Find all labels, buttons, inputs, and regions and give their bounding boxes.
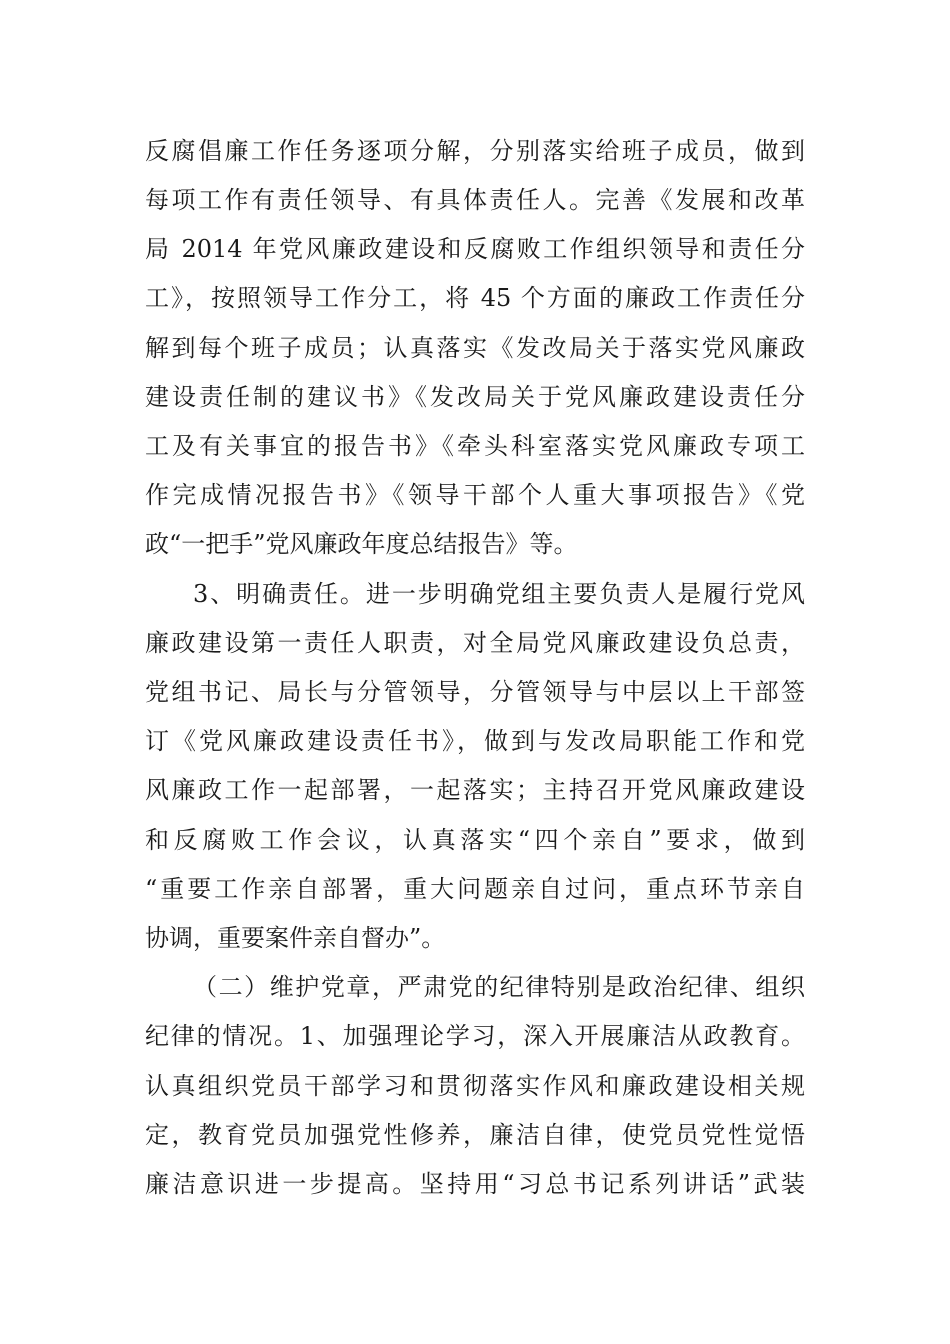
body-text-line: 作完成情况报告书》《领导干部个人重大事项报告》《党	[145, 481, 805, 509]
body-text-line: 工》，按照领导工作分工，将 45 个方面的廉政工作责任分	[145, 284, 805, 312]
body-text-line: 解到每个班子成员；认真落实《发改局关于落实党风廉政	[145, 334, 805, 362]
section-heading-line: （二）维护党章，严肃党的纪律特别是政治纪律、组织	[193, 973, 805, 1001]
body-text-line: 每项工作有责任领导、有具体责任人。完善《发展和改革	[145, 186, 805, 214]
body-text-line: 廉洁意识进一步提高。坚持用“习总书记系列讲话”武装	[145, 1170, 805, 1198]
body-text-line: 定，教育党员加强党性修养，廉洁自律，使党员党性觉悟	[145, 1121, 805, 1149]
body-text-line: 反腐倡廉工作任务逐项分解，分别落实给班子成员，做到	[145, 137, 805, 165]
body-text-line: 和反腐败工作会议，认真落实“四个亲自”要求，做到	[145, 826, 805, 854]
body-text-line: 工及有关事宜的报告书》《牵头科室落实党风廉政专项工	[145, 432, 805, 460]
body-text-line: 订《党风廉政建设责任书》，做到与发改局职能工作和党	[145, 727, 805, 755]
body-text-line: 风廉政工作一起部署，一起落实；主持召开党风廉政建设	[145, 776, 805, 804]
body-text-line: 局 2014 年党风廉政建设和反腐败工作组织领导和责任分	[145, 235, 805, 263]
paragraph-end-line: 协调，重要案件亲自督办”。	[145, 924, 446, 952]
body-text-line: 纪律的情况。1、加强理论学习，深入开展廉洁从政教育。	[145, 1022, 805, 1050]
body-text-line: 党组书记、局长与分管领导，分管领导与中层以上干部签	[145, 678, 805, 706]
body-text-line: “重要工作亲自部署，重大问题亲自过问，重点环节亲自	[145, 875, 805, 903]
body-text-line: 廉政建设第一责任人职责，对全局党风廉政建设负总责，	[145, 629, 805, 657]
body-text-line: 认真组织党员干部学习和贯彻落实作风和廉政建设相关规	[145, 1072, 805, 1100]
body-text-line: 建设责任制的建议书》《发改局关于党风廉政建设责任分	[145, 383, 805, 411]
paragraph-start-line: 3、明确责任。进一步明确党组主要负责人是履行党风	[193, 580, 805, 608]
paragraph-end-line: 政“一把手”党风廉政年度总结报告》等。	[145, 530, 578, 558]
